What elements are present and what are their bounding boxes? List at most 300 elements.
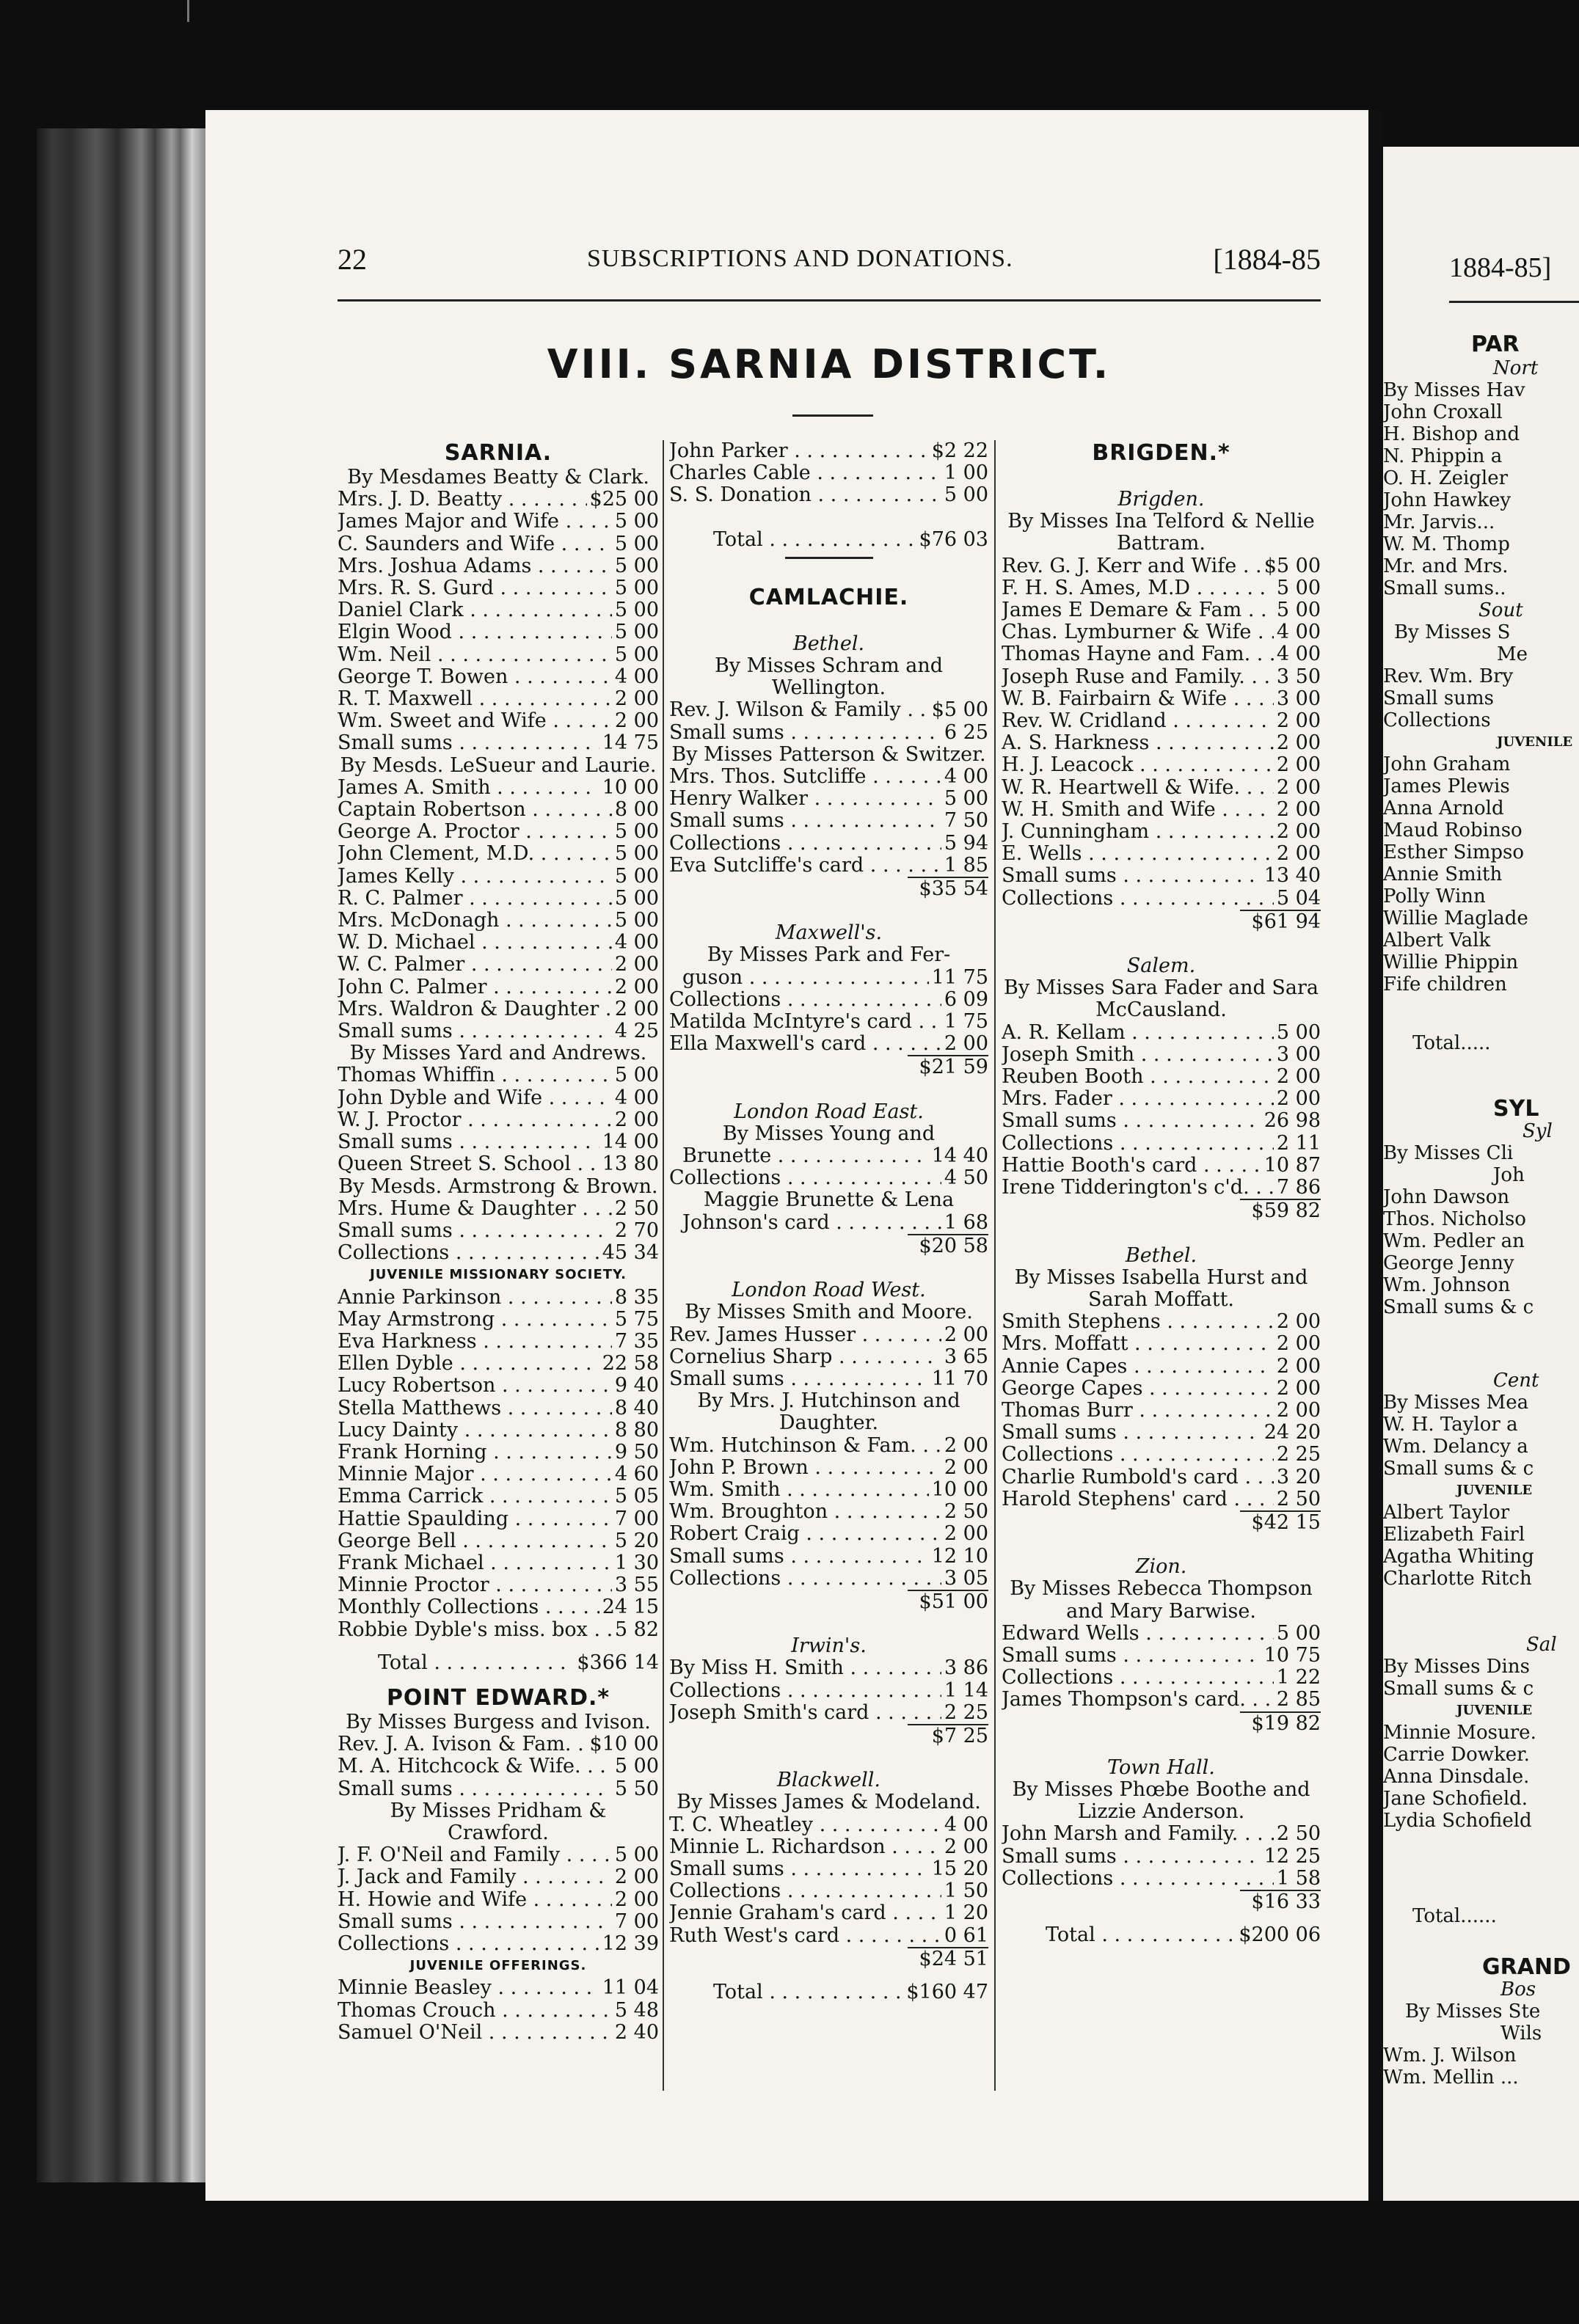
entry-amount: 10 00 <box>602 775 659 799</box>
subsection-sum <box>669 1055 988 1078</box>
heading-line: By Misses Patterson & Switzer. <box>671 742 986 766</box>
subsection-title: London Road West. <box>732 1279 926 1302</box>
heading-line: By Misses Park and Fer- <box>707 943 951 967</box>
entry-amount: 13 80 <box>602 1152 659 1176</box>
section-title-sarnia: SARNIA. <box>444 440 553 466</box>
entry-name: Rev. G. J. Kerr and Wife . . . <box>1002 555 1261 577</box>
entry-amount: 5 50 <box>614 1777 659 1800</box>
entry-amount: 2 00 <box>614 687 659 711</box>
entry-amount: 4 00 <box>944 765 988 789</box>
entry-name: Stella Matthews . . . <box>338 1397 612 1419</box>
entry-row <box>338 799 659 821</box>
spacer <box>1002 1735 1321 1757</box>
entry-amount: $5 00 <box>931 698 988 722</box>
entry-name: W. D. Michael . . . <box>338 932 612 954</box>
brigden-total: Total . . . $200 06 <box>1002 1924 1321 1946</box>
subsection-list <box>1002 1267 1321 1510</box>
heading-line: Daughter. <box>778 1411 879 1435</box>
section-title-brigden: BRIGDEN.* <box>1092 440 1230 466</box>
heading-line: By Misses Schram and <box>714 654 944 678</box>
right-page-line: Me <box>1497 643 1528 665</box>
entry-name: W. H. Smith and Wife . . . <box>1002 799 1274 821</box>
entry-amount: 14 00 <box>602 1130 659 1154</box>
entry-name: Collections . . . <box>1002 1444 1274 1466</box>
entry-amount: 3 55 <box>614 1574 659 1597</box>
section-title-camlachie: CAMLACHIE. <box>748 584 909 610</box>
entry-amount: 2 00 <box>614 1866 659 1889</box>
heading-line: By Misses Isabella Hurst and <box>1014 1265 1308 1289</box>
entry-row <box>669 1167 988 1189</box>
right-page-line: Wm. J. Wilson <box>1383 2045 1517 2067</box>
entry-amount: 11 75 <box>931 965 988 989</box>
entry-name: George A. Proctor . . . <box>338 821 612 843</box>
entry-amount: 4 00 <box>1276 643 1321 666</box>
subsection-sum <box>1002 910 1321 933</box>
entry-name: Rev. W. Cridland . . . <box>1002 710 1274 732</box>
entry-row <box>338 1889 659 1911</box>
heading-line: Lizzie Anderson. <box>1077 1800 1245 1824</box>
entry-amount: 2 00 <box>1276 731 1321 755</box>
entry-row <box>338 1087 659 1109</box>
entry-amount: 5 82 <box>614 1618 659 1641</box>
page-header <box>338 242 1321 286</box>
entry-row <box>669 833 988 855</box>
entry-name: Charlie Rumbold's card . . . <box>1002 1466 1274 1488</box>
entry-name: Thomas Whiffin . . . <box>338 1064 612 1086</box>
entry-row <box>338 1441 659 1464</box>
entry-name: Samuel O'Neil . . . <box>338 2022 612 2044</box>
entry-row <box>669 1814 988 1836</box>
entry-amount: 2 00 <box>1276 775 1321 799</box>
entry-name: Collections . . . <box>1002 1133 1274 1155</box>
entry-name: Wm. Sweet and Wife . . . <box>338 710 612 732</box>
subsection-title: Salem. <box>1126 954 1196 978</box>
right-page-line: Carrie Dowker. <box>1383 1744 1530 1766</box>
entry-row <box>1002 865 1321 887</box>
entry-name: John P. Brown . . . <box>669 1457 941 1479</box>
right-page-line: Bos <box>1500 1978 1536 2000</box>
entry-name: Thomas Crouch . . . <box>338 2000 612 2022</box>
entry-amount: 5 48 <box>614 1998 659 2022</box>
entry-row <box>669 699 988 721</box>
entry-name: Collections . . . <box>669 1680 941 1702</box>
entry-row <box>669 1435 988 1457</box>
entry-row <box>338 1020 659 1042</box>
entry-amount: 3 20 <box>1276 1465 1321 1488</box>
right-page-line: Thos. Nicholso <box>1383 1208 1526 1230</box>
entry-amount: 5 00 <box>614 1755 659 1778</box>
right-page-line: John Hawkey <box>1383 489 1511 511</box>
entry-name: George T. Bowen . . . <box>338 666 612 688</box>
right-page-line: JUVENILE <box>1456 1703 1533 1718</box>
entry-amount: 6 09 <box>944 987 988 1011</box>
entry-name: George Bell . . . <box>338 1530 612 1552</box>
entry-name: John Dyble and Wife . . . <box>338 1087 612 1109</box>
entry-amount: $25 00 <box>589 488 659 511</box>
entry-row <box>1002 1177 1321 1199</box>
entry-row <box>669 1657 988 1679</box>
spacer <box>669 1257 988 1279</box>
entry-row <box>669 1680 988 1702</box>
entry-row <box>338 1844 659 1866</box>
entry-row <box>669 1212 988 1234</box>
entry-amount: 3 00 <box>1276 1042 1321 1066</box>
heading-line: By Misses Sara Fader and Sara <box>1004 976 1319 1000</box>
entry-row <box>669 810 988 832</box>
entry-row <box>669 462 988 484</box>
entry-amount: 1 00 <box>944 461 988 485</box>
entry-row <box>338 1619 659 1641</box>
entry-amount: 6 25 <box>944 720 988 744</box>
right-page-line: N. Phippin a <box>1383 445 1503 467</box>
heading-line: By Mrs. J. Hutchinson and <box>697 1389 960 1413</box>
entry-row <box>669 1902 988 1924</box>
entry-amount: 2 00 <box>1276 753 1321 777</box>
entry-amount: 2 50 <box>614 1196 659 1220</box>
entry-amount: 2 00 <box>1276 1376 1321 1400</box>
entry-name: J. F. O'Neil and Family . . . <box>338 1844 612 1866</box>
right-page-line: Willie Phippin <box>1383 951 1519 973</box>
right-page-line: Wm. Mellin ... <box>1383 2067 1519 2089</box>
entry-amount: 2 00 <box>1276 1354 1321 1378</box>
entry-name: Collections . . . <box>338 1242 599 1264</box>
entry-amount: 3 05 <box>944 1566 988 1590</box>
entry-name: John C. Palmer . . . <box>338 976 612 998</box>
spacer <box>1002 1913 1321 1924</box>
entry-row <box>1002 1378 1321 1400</box>
entry-amount: 5 05 <box>614 1485 659 1508</box>
spacer <box>669 1613 988 1635</box>
sarnia-continued-list <box>669 440 988 507</box>
right-page-line: Albert Valk <box>1383 929 1491 951</box>
entry-row <box>338 1397 659 1419</box>
entry-row <box>338 1109 659 1131</box>
entry-amount: 5 00 <box>614 643 659 666</box>
right-page-line: Maud Robinso <box>1383 819 1523 841</box>
right-page-line: James Plewis <box>1383 775 1510 797</box>
right-page-year: 1884-85] <box>1449 252 1552 283</box>
entry-row <box>1002 777 1321 799</box>
entry-name: R. T. Maxwell . . . <box>338 688 612 710</box>
heading-line: By Misses Phœbe Boothe and <box>1012 1777 1310 1801</box>
spacer <box>669 611 988 633</box>
entry-name: Elgin Wood . . . <box>338 621 612 643</box>
entry-row <box>1002 1022 1321 1044</box>
entry-amount: 7 00 <box>614 1507 659 1530</box>
entry-amount: 2 00 <box>944 1323 988 1346</box>
entry-row <box>338 621 659 643</box>
entry-name: Small sums . . . <box>338 1778 612 1800</box>
entry-amount: 5 00 <box>614 1844 659 1867</box>
entry-row <box>338 1933 659 1955</box>
heading-line: By Mesds. Armstrong & Brown. <box>338 1174 658 1198</box>
right-page-line: Sout <box>1478 599 1523 621</box>
entry-amount: 5 00 <box>944 787 988 811</box>
entry-amount: $2 22 <box>931 439 988 462</box>
right-page-line: JUVENILE <box>1497 734 1573 750</box>
entry-amount: 5 04 <box>1276 886 1321 910</box>
right-page-line: By Misses S <box>1394 621 1511 643</box>
entry-amount: 12 10 <box>931 1544 988 1568</box>
entry-amount: $5 00 <box>1263 554 1321 577</box>
entry-row <box>669 1346 988 1368</box>
entry-amount: 15 20 <box>931 1857 988 1880</box>
point-edward-list <box>338 1711 659 2044</box>
entry-name: Hattie Spaulding . . . <box>338 1508 612 1530</box>
entry-row <box>338 2000 659 2022</box>
entry-amount: 7 35 <box>614 1329 659 1353</box>
right-page-line: Small sums & c <box>1383 1458 1534 1480</box>
entry-name: Edward Wells . . . <box>1002 1623 1274 1645</box>
entry-name: Small sums . . . <box>669 1858 929 1880</box>
entry-name: Captain Robertson . . . <box>338 799 612 821</box>
heading-line: By Mesdames Beatty & Clark. <box>347 466 649 489</box>
entry-name: May Armstrong . . . <box>338 1309 612 1331</box>
entry-row <box>338 1198 659 1220</box>
header-rule <box>338 299 1321 302</box>
entry-amount: 4 00 <box>614 665 659 688</box>
entry-name: Small sums . . . <box>338 1911 612 1933</box>
entry-name: Small sums . . . <box>669 810 941 832</box>
entry-name: Wm. Smith . . . <box>669 1479 929 1501</box>
entry-row <box>338 666 659 688</box>
entry-amount: 45 34 <box>602 1241 659 1265</box>
entry-name: Henry Walker . . . <box>669 788 941 810</box>
entry-row <box>338 1574 659 1596</box>
entry-name: Joseph Smith . . . <box>1002 1044 1274 1066</box>
entry-name: Brunette . . . <box>669 1145 929 1167</box>
entry-row <box>1002 1422 1321 1444</box>
entry-row <box>1002 577 1321 599</box>
right-page-line: JUVENILE <box>1456 1483 1533 1498</box>
subsection-sum-amount: $24 51 <box>908 1947 988 1970</box>
entry-amount: 24 15 <box>602 1596 659 1619</box>
entry-row <box>669 1702 988 1724</box>
spacer <box>1002 933 1321 955</box>
subsection-sum-amount: $59 82 <box>1240 1199 1321 1222</box>
heading-line: By Misses Yard and Andrews. <box>349 1042 647 1065</box>
right-page-line: Wm. Johnson <box>1383 1274 1511 1296</box>
entry-row <box>338 777 659 799</box>
entry-amount: 2 00 <box>944 1522 988 1546</box>
subsection-sum <box>1002 1510 1321 1534</box>
subsection-sum-amount: $61 94 <box>1240 910 1321 933</box>
entry-amount: 2 00 <box>1276 1065 1321 1089</box>
right-page-line: GRAND <box>1482 1954 1571 1980</box>
entry-amount: 10 75 <box>1263 1643 1321 1667</box>
right-page-line: By Misses Mea <box>1383 1392 1529 1414</box>
right-page-line: By Misses Hav <box>1383 379 1525 401</box>
subsection-sum-amount: $7 25 <box>908 1724 988 1747</box>
subsection-title: Irwin's. <box>791 1634 867 1658</box>
entry-row <box>338 821 659 843</box>
subsection-sum-amount: $35 54 <box>908 877 988 900</box>
entry-amount: 2 70 <box>614 1218 659 1242</box>
entry-name: James E Demare & Fam . . . <box>1002 599 1274 621</box>
entry-amount: 2 11 <box>1276 1131 1321 1155</box>
entry-row <box>1002 1110 1321 1132</box>
spacer <box>1002 1534 1321 1556</box>
entry-name: T. C. Wheatley . . . <box>669 1814 941 1836</box>
entry-amount: 2 40 <box>614 2020 659 2044</box>
entry-row <box>338 1755 659 1777</box>
sarnia-list <box>338 467 659 1641</box>
entry-row <box>338 1866 659 1888</box>
entry-name: Frank Horning . . . <box>338 1441 612 1464</box>
entry-name: George Capes . . . <box>1002 1378 1274 1400</box>
entry-amount: 5 00 <box>614 820 659 844</box>
subsection-sum <box>669 1724 988 1747</box>
entry-name: Rev. J. A. Ivison & Fam. . . . <box>338 1733 587 1755</box>
subsection-list <box>669 1301 988 1590</box>
entry-amount: 7 00 <box>614 1910 659 1933</box>
entry-name: Thomas Burr . . . <box>1002 1400 1274 1422</box>
right-page-line: Wm. Pedler an <box>1383 1230 1525 1252</box>
right-page-line: Small sums <box>1383 687 1494 709</box>
entry-row <box>669 989 988 1011</box>
right-page-line: John Graham <box>1383 753 1511 775</box>
right-page-line: Lydia Schofield <box>1383 1810 1532 1832</box>
entry-amount: 5 00 <box>614 532 659 555</box>
entry-name: Ellen Dyble . . . <box>338 1353 599 1375</box>
subsection-title: Bethel. <box>1125 1243 1197 1267</box>
heading-line: By Misses Young and <box>722 1122 936 1145</box>
entry-row <box>1002 1044 1321 1066</box>
entry-amount: 8 40 <box>614 1396 659 1419</box>
entry-name: W. J. Proctor . . . <box>338 1109 612 1131</box>
right-page-line: Nort <box>1493 357 1539 379</box>
heading-line: By Misses James & Modeland. <box>677 1791 981 1814</box>
entry-row <box>338 932 659 954</box>
entry-row <box>338 843 659 865</box>
entry-row <box>1002 1645 1321 1667</box>
entry-amount: 2 00 <box>614 953 659 976</box>
entry-row <box>338 1287 659 1309</box>
heading-line: Battram. <box>1117 532 1206 555</box>
entry-name: Mrs. Moffatt . . . <box>1002 1333 1274 1355</box>
entry-amount: 5 00 <box>1276 1020 1321 1044</box>
subsection-list <box>669 1791 988 1946</box>
entry-name: Joseph Smith's card . . . <box>669 1702 941 1724</box>
entry-amount: 5 75 <box>614 1307 659 1331</box>
entry-row <box>669 722 988 744</box>
entry-amount: 2 00 <box>944 1433 988 1457</box>
entry-name: Reuben Booth . . . <box>1002 1066 1274 1088</box>
entry-name: Small sums . . . <box>669 1368 929 1390</box>
entry-amount: 4 00 <box>1276 621 1321 644</box>
entry-amount: 5 00 <box>1276 576 1321 599</box>
entry-name: Eva Sutcliffe's card . . . <box>669 855 941 877</box>
entry-name: C. Saunders and Wife . . . <box>338 533 612 555</box>
entry-row <box>1002 1333 1321 1355</box>
entry-name: Annie Parkinson . . . <box>338 1287 612 1309</box>
entry-amount: 1 22 <box>1276 1666 1321 1689</box>
scan-mark <box>187 0 189 22</box>
right-page-line: John Croxall <box>1383 401 1503 423</box>
entry-row <box>1002 643 1321 665</box>
entry-name: M. A. Hitchcock & Wife. . . . <box>338 1755 612 1777</box>
entry-amount: 2 50 <box>1276 1487 1321 1510</box>
entry-row <box>1002 1088 1321 1110</box>
entry-row <box>1002 754 1321 776</box>
entry-row <box>1002 1868 1321 1890</box>
entry-amount: 5 00 <box>614 599 659 622</box>
entry-row <box>338 1508 659 1530</box>
right-page-line: Minnie Mosure. <box>1383 1722 1536 1744</box>
entry-row <box>1002 821 1321 843</box>
heading-line: By Misses Ina Telford & Nellie <box>1007 510 1315 533</box>
entry-row <box>669 1836 988 1858</box>
entry-name: Joseph Ruse and Family. . . . <box>1002 666 1274 688</box>
entry-amount: 2 00 <box>1276 1398 1321 1422</box>
entry-amount: 5 00 <box>614 577 659 600</box>
entry-name: Mrs. Hume & Daughter . . . <box>338 1198 612 1220</box>
entry-name: Minnie Major . . . <box>338 1464 612 1486</box>
entry-row <box>669 1858 988 1880</box>
entry-row <box>1002 1466 1321 1488</box>
right-page-line: Syl <box>1523 1120 1553 1142</box>
entry-name: F. H. S. Ames, M.D . . . <box>1002 577 1274 599</box>
entry-name: Mrs. Fader . . . <box>1002 1088 1274 1110</box>
entry-row <box>669 1457 988 1479</box>
entry-amount: 2 25 <box>944 1700 988 1724</box>
entry-row <box>1002 843 1321 865</box>
right-page-line: George Jenny <box>1383 1252 1514 1274</box>
spacer <box>669 1970 988 1981</box>
entry-amount: $10 00 <box>589 1733 659 1756</box>
column-1 <box>338 440 659 2044</box>
entry-amount: 12 25 <box>1263 1844 1321 1868</box>
entry-name: Collections . . . <box>1002 888 1274 910</box>
entry-name: Robbie Dyble's miss. box . . . <box>338 1619 612 1641</box>
right-page-line: O. H. Zeigler <box>1383 467 1509 489</box>
entry-name: Collections . . . <box>669 833 941 855</box>
entry-name: Collections . . . <box>338 1933 599 1955</box>
right-page-line: Mr. and Mrs. <box>1383 555 1509 577</box>
juvenile-heading: JUVENILE MISSIONARY SOCIETY. <box>370 1267 627 1283</box>
entry-amount: 1 30 <box>614 1551 659 1574</box>
spacer <box>669 900 988 922</box>
entry-name: By Miss H. Smith . . . <box>669 1657 941 1679</box>
entry-amount: 13 40 <box>1263 864 1321 888</box>
entry-row <box>669 1145 988 1167</box>
entry-name: H. J. Leacock . . . <box>1002 754 1274 776</box>
entry-name: W. R. Heartwell & Wife. . . . <box>1002 777 1274 799</box>
spacer <box>669 1079 988 1101</box>
right-page-line: H. Bishop and <box>1383 423 1520 445</box>
entry-name: Minnie Beasley . . . <box>338 1977 599 1999</box>
entry-row <box>669 1033 988 1055</box>
entry-row <box>338 688 659 710</box>
right-page-line: Rev. Wm. Bry <box>1383 665 1514 687</box>
page-number: 22 <box>338 243 367 276</box>
book-spine-edge <box>37 128 205 2182</box>
entry-row <box>1002 1846 1321 1868</box>
entry-name: Queen Street S. School . . . <box>338 1153 599 1175</box>
subsection-list <box>1002 511 1321 910</box>
subsection-sum <box>1002 1890 1321 1913</box>
entry-row <box>338 1309 659 1331</box>
entry-row <box>338 1242 659 1264</box>
entry-name: Thomas Hayne and Fam. . . . <box>1002 643 1274 665</box>
entry-amount: 2 00 <box>1276 709 1321 733</box>
entry-row <box>669 1523 988 1545</box>
entry-name: W. C. Palmer . . . <box>338 954 612 976</box>
heading-line: Maggie Brunette & Lena <box>703 1188 955 1212</box>
district-title: VIII. SARNIA DISTRICT. <box>547 341 1112 387</box>
entry-amount: 5 00 <box>614 864 659 888</box>
entry-amount: 2 50 <box>944 1500 988 1524</box>
